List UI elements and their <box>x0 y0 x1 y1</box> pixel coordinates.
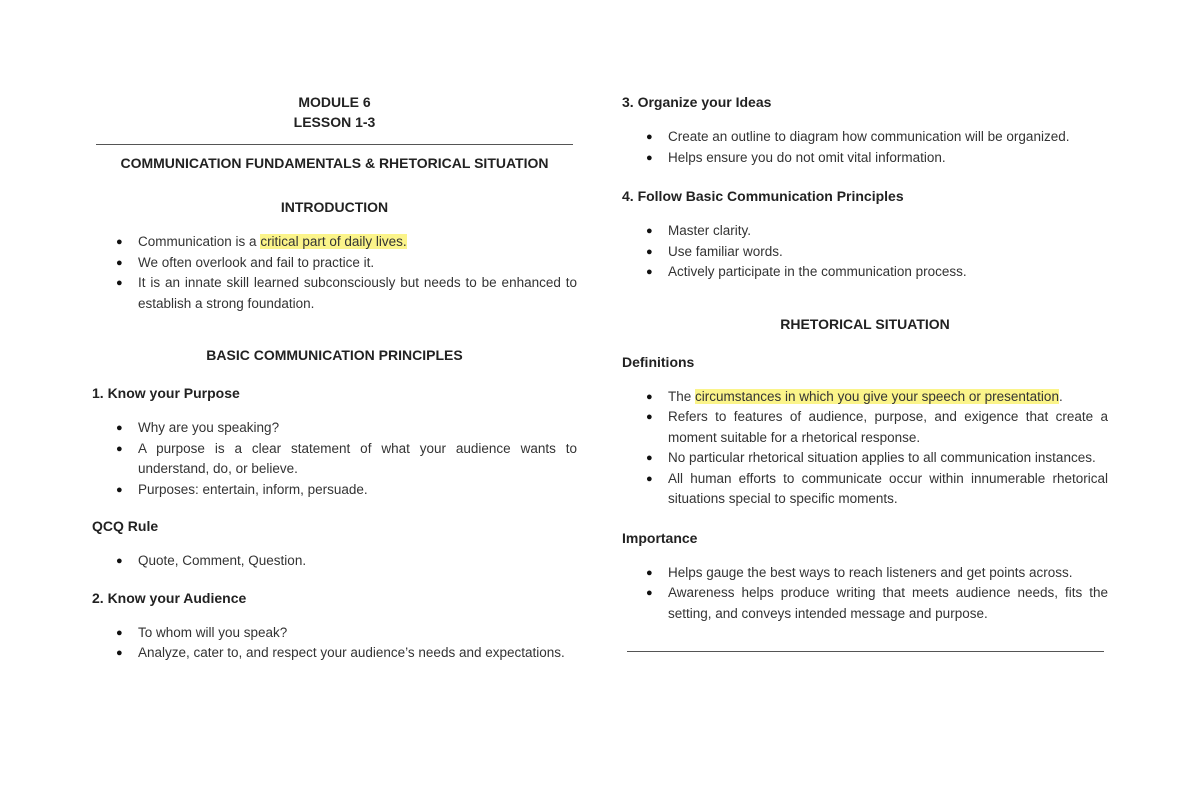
qcq-list <box>92 551 577 572</box>
highlighted-text: circumstances in which you give your speech or presentation <box>695 388 1059 404</box>
bullet-icon: ● <box>116 422 123 434</box>
highlighted-text: critical part of daily lives. <box>260 234 407 249</box>
list-item-text: To whom will you speak? <box>138 624 288 640</box>
list-item-text: Refers to features of audience, purpose, and exigence that create a moment suitable for a rhetorical response. <box>668 409 1108 445</box>
list-item <box>92 643 577 664</box>
list-item <box>622 407 1108 448</box>
bullet-icon: ● <box>646 566 653 579</box>
list-item-text: Quote, Comment, Question. <box>138 553 307 568</box>
follow-list <box>622 221 1108 283</box>
list-item-text: Helps ensure you do not omit vital information. <box>668 149 946 165</box>
list-item-text: No particular rhetorical situation applies to all communication instances. <box>668 450 1096 465</box>
bullet-icon: ● <box>646 587 653 599</box>
list-item-text-suffix: . <box>1058 388 1063 404</box>
list-item-text: Analyze, cater to, and respect your audience’s needs and expectations. <box>138 645 565 660</box>
audience-list <box>92 623 577 664</box>
list-item <box>622 148 1108 169</box>
list-item-text: Actively participate in the communication process. <box>668 264 967 279</box>
bullet-icon: ● <box>646 390 653 403</box>
bullet-icon: ● <box>646 411 653 423</box>
bullet-icon: ● <box>646 452 653 464</box>
lesson-label: LESSON 1-3 <box>293 114 376 130</box>
bullet-icon: ● <box>646 151 653 164</box>
bullet-icon: ● <box>116 236 123 248</box>
module-label: MODULE 6 <box>298 94 371 110</box>
right-column <box>622 90 1108 624</box>
bullet-icon: ● <box>116 277 123 289</box>
list-item <box>622 262 1108 283</box>
list-item <box>622 583 1108 624</box>
list-item <box>92 253 577 274</box>
rhetorical-heading: RHETORICAL SITUATION <box>780 315 950 332</box>
list-item <box>92 439 577 480</box>
bullet-icon: ● <box>646 245 653 258</box>
list-item-text: Communication is a <box>138 234 261 249</box>
list-item <box>92 232 577 253</box>
left-column <box>92 90 577 664</box>
list-item-text: Awareness helps produce writing that meets audience needs, fits the setting, and conveys intended message and purpose. <box>668 585 1108 621</box>
list-item <box>92 273 577 314</box>
bullet-icon: ● <box>116 442 123 455</box>
definitions-heading: Definitions <box>622 353 695 370</box>
bullet-icon: ● <box>116 483 123 496</box>
document-title: COMMUNICATION FUNDAMENTALS & RHETORICAL SITUATION <box>120 155 549 171</box>
bullet-icon: ● <box>116 647 123 659</box>
list-item <box>622 563 1108 584</box>
bullet-icon: ● <box>116 626 123 639</box>
importance-heading: Importance <box>622 529 698 546</box>
bullet-icon: ● <box>646 472 653 485</box>
purpose-list <box>92 418 577 500</box>
list-item-text: It is an innate skill learned subconsciously but needs to be enhanced to establish a strong foundation. <box>138 275 577 311</box>
list-item <box>622 387 1108 408</box>
list-item-text: We often overlook and fail to practice it. <box>138 254 375 270</box>
list-item-text: Helps gauge the best ways to reach listeners and get points across. <box>668 564 1073 580</box>
list-item <box>622 242 1108 263</box>
purpose-heading: 1. Know your Purpose <box>92 385 240 401</box>
module-title-block <box>92 92 577 132</box>
bullet-icon: ● <box>116 256 123 269</box>
list-item <box>92 551 577 572</box>
list-item-text: The <box>668 388 696 404</box>
audience-heading: 2. Know your Audience <box>92 589 247 606</box>
follow-heading: 4. Follow Basic Communication Principles <box>622 188 904 204</box>
principles-heading: BASIC COMMUNICATION PRINCIPLES <box>206 347 463 363</box>
list-item <box>622 127 1108 148</box>
list-item <box>92 418 577 439</box>
list-item <box>622 469 1108 510</box>
list-item-text: A purpose is a clear statement of what your audience wants to understand, do, or believe. <box>138 440 577 476</box>
intro-list <box>92 232 577 314</box>
qcq-heading: QCQ Rule <box>92 518 159 534</box>
bullet-icon: ● <box>116 555 123 567</box>
definitions-list <box>622 387 1108 510</box>
list-item-text: All human efforts to communicate occur within innumerable rhetorical situations special to specific moments. <box>668 470 1108 506</box>
list-item-text: Master clarity. <box>668 223 752 238</box>
organize-list <box>622 127 1108 168</box>
organize-heading: 3. Organize your Ideas <box>622 94 772 110</box>
list-item-text: Purposes: entertain, inform, persuade. <box>138 481 368 497</box>
list-item <box>622 448 1108 469</box>
bullet-icon: ● <box>646 266 653 278</box>
end-divider <box>627 651 1104 652</box>
bullet-icon: ● <box>646 225 653 237</box>
list-item-text: Create an outline to diagram how communication will be organized. <box>668 129 1070 144</box>
importance-list <box>622 563 1108 625</box>
list-item <box>622 221 1108 242</box>
bullet-icon: ● <box>646 131 653 143</box>
title-divider <box>96 144 573 145</box>
intro-heading: INTRODUCTION <box>280 199 389 215</box>
list-item-text: Use familiar words. <box>668 243 783 259</box>
list-item <box>92 480 577 501</box>
list-item <box>92 623 577 644</box>
list-item-text: Why are you speaking? <box>138 420 280 435</box>
